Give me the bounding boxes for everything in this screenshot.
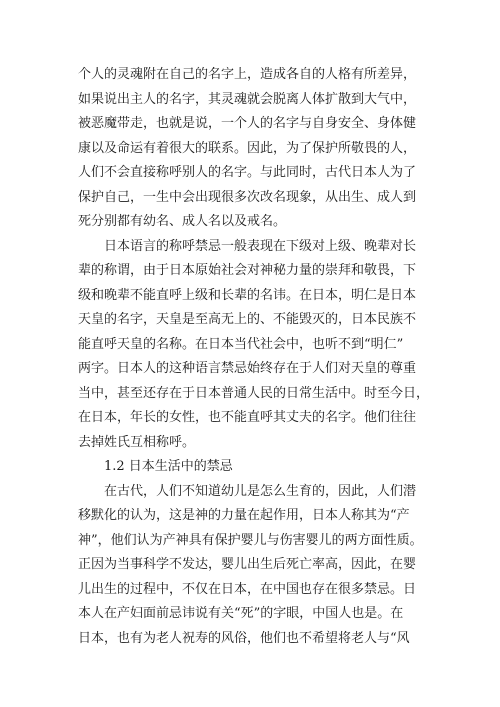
text-line: 人们不会直接称呼别人的名字。与此同时，古代日本人为了	[78, 165, 417, 180]
text-line: 保护自己，一生中会出现很多次改名现象，从出生、成人到	[78, 189, 417, 205]
text-line: 如果说出主人的名字，其灵魂就会脱离人体扩散到大气中，	[78, 91, 417, 107]
text-line: 康以及命运有着很大的联系。因此，为了保护所敬畏的人，	[78, 140, 417, 156]
text-line: 日本语言的称呼禁忌一般表现在下级对上级、晚辈对长	[104, 238, 417, 254]
text-line: 死分别都有幼名、成人名以及戒名。	[78, 214, 287, 229]
text-line: 在日本，年长的女性，也不能直呼其丈夫的名字。他们往往	[78, 410, 417, 425]
text-line: 移默化的认为，这是神的力量在起作用，日本人称其为“产	[78, 508, 410, 523]
body-text	[78, 63, 430, 651]
text-line: 神”，他们认为产神具有保护婴儿与伤害婴儿的两方面性质。	[78, 532, 423, 548]
section-heading: 1.2 日本生活中的禁忌	[104, 459, 233, 474]
text-line: 儿出生的过程中，不仅在日本，在中国也存在很多禁忌。日	[78, 581, 417, 597]
text-line: 个人的灵魂附在自己的名字上，造成各自的人格有所差异，	[78, 67, 417, 82]
text-line: 在古代，人们不知道幼儿是怎么生育的，因此，人们潜	[104, 483, 417, 499]
text-line: 日本，也有为老人祝寿的风俗，他们也不希望将老人与“风	[78, 630, 410, 646]
text-line: 能直呼天皇的名称。在日本当代社会中，也听不到“明仁”	[78, 336, 404, 352]
text-line: 正因为当事科学不发达，婴儿出生后死亡率高，因此，在婴	[78, 557, 417, 572]
text-line: 两字。日本人的这种语言禁忌始终存在于人们对天皇的尊重	[78, 361, 417, 376]
text-line: 天皇的名字，天皇是至高无上的、不能毁灭的，日本民族不	[78, 312, 417, 327]
text-line: 本人在产妇面前忌讳说有关“死”的字眼，中国人也是。在	[78, 606, 404, 621]
text-line: 当中，甚至还存在于日本普通人民的日常生活中。时至今日，	[78, 385, 430, 401]
text-line: 被恶魔带走，也就是说，一个人的名字与自身安全、身体健	[78, 116, 417, 131]
text-line: 去掉姓氏互相称呼。	[78, 434, 196, 450]
text-line: 辈的称谓，由于日本原始社会对神秘力量的崇拜和敬畏，下	[78, 263, 417, 278]
text-line: 级和晚辈不能直呼上级和长辈的名讳。在日本，明仁是日本	[78, 287, 417, 303]
